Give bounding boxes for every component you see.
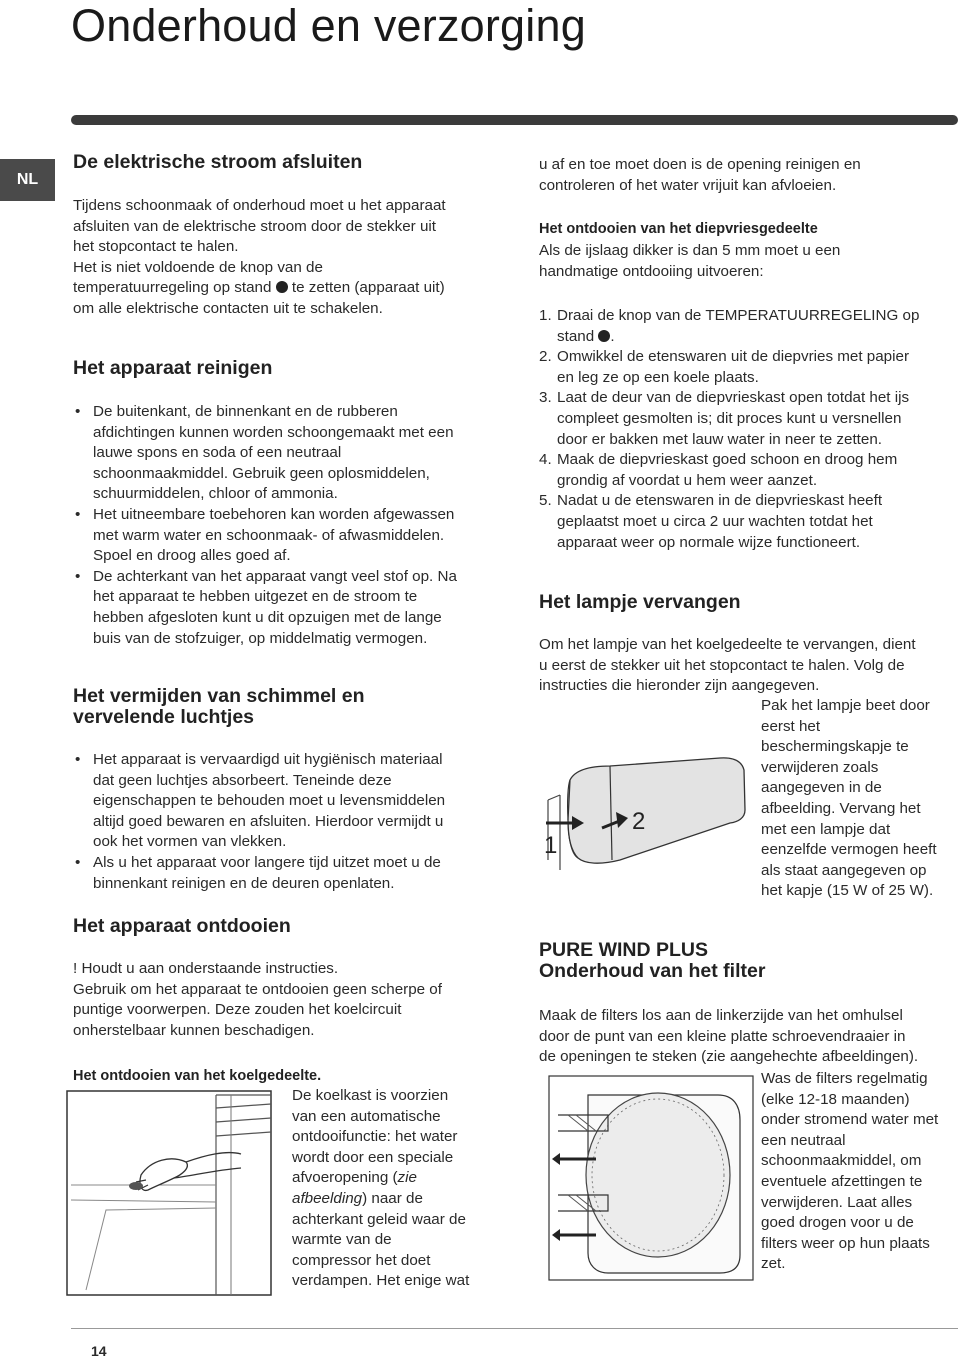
text-line: Nadat u de etenswaren in de diepvrieskast heeft (557, 492, 883, 510)
text-line: Maak de diepvrieskast goed schoon en droog hem (557, 451, 898, 469)
text-line: afdichtingen kunnen worden schoongemaakt met een (93, 423, 454, 441)
heading-line: Het vermijden van schimmel en (73, 685, 365, 707)
mould-list (73, 750, 445, 894)
heading-power-off: De elektrische stroom afsluiten (73, 151, 363, 173)
text-line: schoonmaakmiddel. Gebruik geen oplosmiddelen, (93, 464, 430, 482)
figure-label-1: 1 (544, 832, 558, 859)
pure-wind-intro (539, 1006, 918, 1068)
freezer-intro (539, 241, 840, 282)
text-span: afvoeropening ( (292, 1169, 398, 1187)
text-line: Als u het apparaat voor langere tijd uitzet moet u de (93, 853, 441, 871)
text-line: Als de ijslaag dikker is dan 5 mm moet u een (539, 242, 841, 259)
text-line: Gebruik om het apparaat te ontdooien geen scherpe of (73, 980, 442, 998)
text-line: de openingen te steken (zie aangehechte afbeeldingen). (539, 1048, 919, 1066)
text-line: ook het vormen van vlekken. (93, 833, 287, 851)
text-line: Tijdens schoonmaak of onderhoud moet u het apparaat (73, 197, 446, 214)
cleaning-list (73, 402, 457, 649)
text-line: afsluiten van de elektrische stroom door de stekker uit (73, 217, 436, 235)
list-item (539, 450, 919, 491)
text-line: en leg ze op een koele plaats. (557, 368, 759, 386)
text-line: controleren of het water vrijuit kan afvloeien. (539, 176, 837, 194)
bullet-icon: • (75, 567, 81, 585)
text-line: Omwikkel de etenswaren uit de diepvries met papier (557, 348, 910, 366)
power-off-text (73, 196, 446, 320)
text-line: (elke 12-18 maanden) (761, 1090, 910, 1108)
text-line: Draai de knop van de TEMPERATUURREGELING op (557, 307, 920, 324)
text-line: aangegeven in de (761, 779, 882, 797)
text-line: compleet gesmolten is; dit proces kunt u versnellen (557, 409, 902, 427)
text-line: hebben afgesloten kunt u dit opzuigen met de lange (93, 608, 442, 626)
text-line: altijd goed bewaren en afsluiten. Hierdoor vermijdt u (93, 812, 444, 830)
text-line: Het is niet voldoende de knop van de (73, 258, 323, 276)
text-line: met warm water en schoonmaak- of afwasmiddelen. (93, 526, 445, 544)
heading-freezer-defrost: Het ontdooien van het diepvriesgedeelte (539, 221, 818, 237)
step-number: 2. (539, 348, 552, 366)
text-line: apparaat weer op normale wijze functioneert. (557, 533, 861, 551)
text-line: verdampen. Het enige wat (292, 1272, 470, 1290)
text-line: schuurmiddelen, chloor of ammonia. (93, 485, 338, 503)
list-item (539, 306, 919, 347)
text-line: wordt door een speciale (292, 1148, 454, 1166)
text-line: beschermingskapje te (761, 738, 909, 756)
bullet-icon: • (75, 403, 81, 420)
text-line: binnenkant reinigen en de deuren openlaten. (93, 874, 395, 892)
off-position-icon (598, 330, 610, 342)
text-line: eigenschappen te behouden moet u levensmiddelen (93, 792, 446, 810)
text-line: puntige voorwerpen. Deze zouden het koelcircuit (73, 1001, 402, 1019)
fridge-drain-illustration (66, 1090, 272, 1296)
text-line: Het apparaat is vervaardigd uit hygiënisch materiaal (93, 751, 443, 768)
text-line: handmatige ontdooiing uitvoeren: (539, 262, 764, 280)
heading-defrost: Het apparaat ontdooien (73, 915, 291, 937)
filter-illustration (548, 1075, 754, 1281)
heading-line: vervelende luchtjes (73, 706, 255, 728)
list-item (73, 750, 445, 853)
text-span: afbeelding (292, 1189, 363, 1207)
text-line: Spoel en droog alles goed af. (93, 547, 291, 565)
heading-line: PURE WIND PLUS (539, 939, 709, 961)
text-line: Pak het lampje beet door (761, 697, 930, 714)
step-number: 5. (539, 492, 552, 510)
page-title: Onderhoud en verzorging (71, 0, 586, 51)
heading-fridge-defrost: Het ontdooien van het koelgedeelte. (73, 1068, 322, 1084)
text-line (292, 1168, 469, 1189)
text-line: warmte van de (292, 1231, 392, 1249)
list-item (539, 491, 919, 553)
text-line: eerst het (761, 717, 821, 735)
list-item (539, 347, 919, 388)
text-line: verwijderen. Laat alles (761, 1193, 913, 1211)
text-line: door de punt van een kleine platte schroevendraaier in (539, 1027, 906, 1045)
text-line: Was de filters regelmatig (761, 1070, 928, 1087)
text-line: stand . (557, 327, 615, 345)
text-line: De koelkast is voorzien (292, 1087, 449, 1104)
list-item (73, 853, 445, 894)
text-line: eenzelfde vermogen heeft (761, 841, 937, 859)
text-line: eventuele afzettingen te (761, 1172, 923, 1190)
text-line: om alle elektrische contacten uit te schakelen. (73, 299, 383, 317)
lamp-side-text (761, 696, 937, 902)
text-line: filters weer op hun plaats (761, 1234, 930, 1252)
text-line: ! Houdt u aan onderstaande instructies. (73, 960, 339, 977)
figure-label-2: 2 (632, 808, 646, 835)
text-line: met een lampje dat (761, 820, 891, 838)
text-line: lauwe spons en soda of een neutraal (93, 444, 342, 462)
text-line: onder stromend water met (761, 1111, 939, 1129)
text-span: te zetten (apparaat uit) (291, 279, 445, 297)
text-line: buis van de stofzuiger, op middelmatig vermogen. (93, 629, 428, 647)
heading-lamp: Het lampje vervangen (539, 591, 741, 613)
text-line: onherstelbaar kunnen beschadigen. (73, 1021, 315, 1039)
text-line: goed drogen voor u de (761, 1214, 914, 1232)
text-line: afbeelding. Vervang het (761, 799, 921, 817)
heading-mould (73, 686, 365, 728)
bullet-icon: • (75, 853, 81, 871)
text-line: zet. (761, 1255, 786, 1273)
defrost-text (73, 959, 442, 1041)
text-line: dat geen luchtjes absorbeert. Teneinde deze (93, 771, 392, 789)
text-line: De achterkant van het apparaat vangt veel stof op. Na (93, 567, 457, 585)
off-position-icon (276, 281, 288, 293)
lamp-cover-illustration (540, 740, 752, 876)
text-line: grondig af voordat u hem weer aanzet. (557, 471, 818, 489)
text-line: verwijderen zoals (761, 758, 879, 776)
text-line: De buitenkant, de binnenkant en de rubberen (93, 403, 398, 420)
text-line: compressor het doet (292, 1251, 431, 1269)
text-line: het stopcontact te halen. (73, 238, 239, 256)
text-line: geplaatst moet u circa 2 uur wachten totdat het (557, 512, 873, 530)
bullet-icon: • (75, 505, 81, 523)
text-span: zie (397, 1169, 417, 1187)
heading-cleaning: Het apparaat reinigen (73, 357, 273, 379)
text-line: Om het lampje van het koelgedeelte te vervangen, dient (539, 636, 916, 653)
bullet-icon: • (75, 751, 81, 768)
step-number: 1. (539, 307, 552, 324)
footer-rule (71, 1328, 958, 1329)
continued-text (539, 155, 861, 196)
title-rule (71, 115, 958, 125)
text-line: u eerst de stekker uit het stopcontact te halen. Volg de (539, 656, 905, 674)
text-line: als staat aangegeven op (761, 861, 927, 879)
text-line: van een automatische (292, 1107, 441, 1125)
text-line: ontdooifunctie: het water (292, 1128, 458, 1146)
lamp-intro (539, 635, 916, 697)
list-item (73, 505, 457, 567)
text-line: een neutraal (761, 1131, 846, 1149)
text-span: temperatuurregeling op stand (73, 279, 272, 297)
text-line: achterkant geleid waar de (292, 1210, 466, 1228)
page-number: 14 (91, 1343, 107, 1359)
pure-wind-side-text (761, 1069, 938, 1275)
text-line: het apparaat te hebben uitgezet en de stroom te (93, 588, 418, 606)
text-line (292, 1189, 469, 1210)
step-number: 4. (539, 451, 552, 469)
heading-line: Onderhoud van het filter (539, 960, 766, 982)
text-line: Laat de deur van de diepvrieskast open totdat het ijs (557, 389, 910, 407)
text-line: het kapje (15 W of 25 W). (761, 882, 934, 900)
text-line (73, 278, 446, 299)
list-item (73, 567, 457, 649)
text-span: stand (557, 327, 595, 345)
heading-pure-wind (539, 940, 765, 982)
fridge-defrost-text (292, 1086, 469, 1292)
list-item (73, 402, 457, 505)
text-line: door er bakken met lauw water in neer te zetten. (557, 430, 883, 448)
list-item (539, 388, 919, 450)
language-tab: NL (0, 159, 55, 201)
step-number: 3. (539, 389, 552, 407)
text-line: Maak de filters los aan de linkerzijde van het omhulsel (539, 1007, 903, 1024)
text-line: Het uitneembare toebehoren kan worden afgewassen (93, 505, 455, 523)
text-span: ) naar de (362, 1189, 423, 1207)
text-line: schoonmaakmiddel, om (761, 1152, 922, 1170)
text-line: instructies die hieronder zijn aangegeven. (539, 677, 820, 695)
freezer-steps (539, 306, 919, 553)
text-line: u af en toe moet doen is de opening reinigen en (539, 156, 861, 173)
